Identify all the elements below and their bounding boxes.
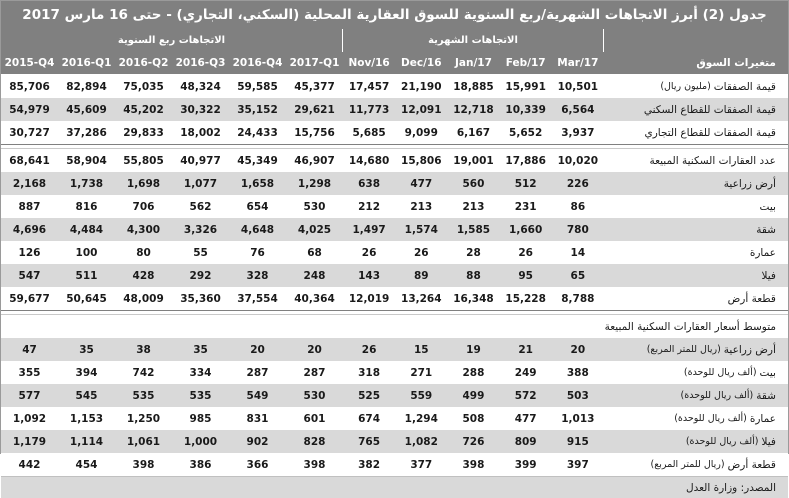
table-cell: 95 <box>518 269 533 282</box>
row-label-unit: (ألف ريال للوحدة) <box>685 436 759 447</box>
table-cell: 30,322 <box>180 103 221 116</box>
table-cell: 287 <box>246 366 269 379</box>
table-cell: 601 <box>303 412 326 425</box>
table-cell: 1,061 <box>126 435 161 448</box>
row-label <box>604 218 788 241</box>
table-cell: 355 <box>18 366 41 379</box>
table-cell: 428 <box>132 269 155 282</box>
table-cell: 45,349 <box>237 154 278 167</box>
table-cell: 1,658 <box>240 177 275 190</box>
column-header-dec-16[interactable]: Dec/16 <box>401 57 442 69</box>
table-cell: 47 <box>22 343 37 356</box>
table-cell: 35,152 <box>237 103 278 116</box>
group-header-blank <box>604 29 788 52</box>
table-cell: 10,020 <box>557 154 599 167</box>
table-cell: 6,167 <box>456 126 491 139</box>
table-cell: 1,497 <box>352 223 386 236</box>
row-label-text: قطعة أرض <box>727 292 776 305</box>
row-label-text: قيمة الصفقات للقطاع السكني <box>643 103 776 116</box>
table-cell: 45,377 <box>294 80 335 93</box>
table-cell: 14 <box>570 246 586 259</box>
table-cell: 334 <box>189 366 212 379</box>
table-cell: 13,264 <box>401 292 442 305</box>
table-cell: 19 <box>466 343 481 356</box>
table-cell: 10,339 <box>505 103 546 116</box>
row-label <box>604 338 788 361</box>
table-row <box>1 264 788 287</box>
table-cell: 86 <box>570 200 586 213</box>
table-title: جدول (2) أبرز الاتجاهات الشهرية/ربع السنوية للسوق العقارية المحلية (السكني، التجاري) - حتى 16 مارس 2017 <box>1 1 788 29</box>
table-cell: 1,092 <box>12 412 47 425</box>
table-cell: 828 <box>303 435 326 448</box>
table-cell: 68,641 <box>9 154 50 167</box>
table-cell: 525 <box>358 389 381 402</box>
row-label-unit: (ألف ريال للوحدة) <box>674 413 747 424</box>
table-cell: 562 <box>189 200 212 213</box>
table-cell: 382 <box>358 458 381 471</box>
table-cell: 499 <box>462 389 485 402</box>
table-cell: 511 <box>75 269 98 282</box>
table-cell: 65 <box>570 269 586 282</box>
table-cell: 85,706 <box>9 80 50 93</box>
row-label-unit: (ألف ريال للوحدة) <box>683 367 757 378</box>
source-footer: المصدر: وزارة العدل <box>1 476 788 498</box>
column-group-header-row <box>1 29 788 52</box>
table-row <box>1 407 788 430</box>
table-cell: 10,501 <box>557 80 599 93</box>
table-row <box>1 172 788 195</box>
table-cell: 1,660 <box>509 223 543 236</box>
row-label-text: فيلا <box>761 269 776 282</box>
table-cell: 397 <box>566 458 589 471</box>
table-cell: 17,886 <box>505 154 546 167</box>
row-label-text: قيمة الصفقات <box>713 80 776 93</box>
table-cell: 12,091 <box>401 103 442 116</box>
table-row <box>1 430 788 453</box>
table-cell: 1,250 <box>126 412 161 425</box>
table-cell: 4,484 <box>69 223 104 236</box>
table-cell: 1,000 <box>183 435 218 448</box>
table-cell: 16,348 <box>453 292 494 305</box>
table-row <box>1 453 788 476</box>
table-cell: 15 <box>413 343 429 356</box>
row-label <box>604 149 788 172</box>
table-cell: 503 <box>566 389 589 402</box>
table-cell: 398 <box>132 458 155 471</box>
table-cell: 231 <box>514 200 537 213</box>
table-cell: 530 <box>303 389 326 402</box>
table-cell: 212 <box>358 200 381 213</box>
table-cell: 68 <box>307 246 322 259</box>
table-cell: 48,324 <box>180 80 221 93</box>
table-cell: 3,326 <box>183 223 218 236</box>
table-cell: 226 <box>566 177 589 190</box>
table-cell: 287 <box>303 366 326 379</box>
column-header-2016-q2[interactable]: 2016-Q2 <box>118 57 169 69</box>
table-cell: 638 <box>358 177 381 190</box>
table-cell: 4,696 <box>12 223 47 236</box>
table-cell: 549 <box>246 389 269 402</box>
table-cell: 37,286 <box>66 126 107 139</box>
table-cell: 816 <box>75 200 98 213</box>
row-label <box>604 75 788 98</box>
table-cell: 28 <box>466 246 481 259</box>
table-cell: 1,298 <box>297 177 332 190</box>
table-cell: 40,364 <box>294 292 335 305</box>
row-label-unit: (ريال للمتر المربع) <box>650 459 725 470</box>
table-cell: 809 <box>514 435 537 448</box>
table-cell: 545 <box>75 389 98 402</box>
table-cell: 512 <box>514 177 537 190</box>
table-cell: 1,738 <box>69 177 104 190</box>
average-prices-section <box>1 338 788 476</box>
column-header-jan-17[interactable]: Jan/17 <box>455 57 492 69</box>
table-cell: 292 <box>189 269 212 282</box>
table-cell: 5,685 <box>352 126 386 139</box>
table-cell: 560 <box>462 177 485 190</box>
table-cell: 15,806 <box>401 154 442 167</box>
table-cell: 58,904 <box>66 154 107 167</box>
table-cell: 366 <box>246 458 269 471</box>
table-cell: 442 <box>18 458 41 471</box>
table-cell: 1,077 <box>183 177 218 190</box>
table-cell: 887 <box>18 200 41 213</box>
table-cell: 100 <box>75 246 98 259</box>
table-row <box>1 218 788 241</box>
table-cell: 59,677 <box>9 292 50 305</box>
table-cell: 88 <box>466 269 481 282</box>
table-cell: 477 <box>410 177 433 190</box>
table-cell: 249 <box>514 366 537 379</box>
table-cell: 45,202 <box>123 103 164 116</box>
table-cell: 1,574 <box>404 223 438 236</box>
table-cell: 55 <box>193 246 208 259</box>
table-cell: 559 <box>410 389 433 402</box>
table-cell: 213 <box>462 200 485 213</box>
table-cell: 765 <box>358 435 381 448</box>
table-cell: 1,114 <box>69 435 104 448</box>
row-label-text: قطعة أرض <box>727 458 776 471</box>
table-cell: 12,019 <box>348 292 390 305</box>
column-header-2017-q1[interactable]: 2017-Q1 <box>289 57 340 69</box>
table-cell: 388 <box>566 366 589 379</box>
table-cell: 572 <box>514 389 537 402</box>
table-cell: 288 <box>462 366 485 379</box>
table-cell: 29,833 <box>123 126 164 139</box>
row-label <box>604 453 788 476</box>
column-header-mar-17[interactable]: Mar/17 <box>557 57 599 69</box>
table-cell: 3,937 <box>561 126 595 139</box>
table-cell: 674 <box>358 412 381 425</box>
table-cell: 1,153 <box>69 412 104 425</box>
row-label-unit: (ألف ريال للوحدة) <box>680 390 754 401</box>
table-cell: 726 <box>462 435 485 448</box>
row-label-text: عمارة <box>749 246 776 259</box>
row-label <box>604 98 788 121</box>
table-row <box>1 75 788 98</box>
table-row <box>1 149 788 172</box>
table-cell: 126 <box>18 246 41 259</box>
table-cell: 26 <box>361 246 377 259</box>
column-header-row <box>1 52 788 75</box>
table-cell: 4,300 <box>126 223 161 236</box>
table-cell: 21 <box>518 343 533 356</box>
row-label-text: أرض زراعية <box>723 177 776 190</box>
group-header-quarterly: الاتجاهات ربع السنوية <box>1 29 343 52</box>
row-label <box>604 430 788 453</box>
table-cell: 76 <box>250 246 265 259</box>
table-cell: 328 <box>246 269 269 282</box>
table-cell: 20 <box>250 343 265 356</box>
table-cell: 8,788 <box>561 292 595 305</box>
table-cell: 386 <box>189 458 212 471</box>
table-cell: 35 <box>193 343 208 356</box>
table-cell: 508 <box>462 412 485 425</box>
table-row <box>1 287 788 310</box>
table-cell: 35 <box>79 343 94 356</box>
table-cell: 80 <box>136 246 151 259</box>
row-label <box>604 361 788 384</box>
row-label <box>604 264 788 287</box>
table-cell: 14,680 <box>348 154 390 167</box>
table-cell: 248 <box>303 269 326 282</box>
table-cell: 902 <box>246 435 269 448</box>
row-label-text: شقة <box>756 223 776 236</box>
table-cell: 213 <box>410 200 433 213</box>
table-row <box>1 384 788 407</box>
table-cell: 143 <box>358 269 381 282</box>
table-cell: 45,609 <box>66 103 107 116</box>
row-label <box>604 195 788 218</box>
table-cell: 398 <box>462 458 485 471</box>
column-header-2016-q3[interactable]: 2016-Q3 <box>175 57 226 69</box>
table-cell: 26 <box>413 246 429 259</box>
row-label-text: عدد العقارات السكنية المبيعة <box>649 154 776 167</box>
row-label <box>604 407 788 430</box>
table-row <box>1 121 788 144</box>
table-cell: 55,805 <box>123 154 164 167</box>
table-cell: 50,645 <box>66 292 107 305</box>
row-label <box>604 384 788 407</box>
group-header-monthly: الاتجاهات الشهرية <box>343 29 604 52</box>
table-row <box>1 338 788 361</box>
table-cell: 742 <box>132 366 155 379</box>
row-label-unit: (مليون ريال) <box>660 81 711 92</box>
table-cell: 12,718 <box>453 103 494 116</box>
table-cell: 21,190 <box>401 80 442 93</box>
column-header-nov-16[interactable]: Nov/16 <box>348 57 390 69</box>
row-label-text: بيت <box>759 366 776 379</box>
table-cell: 46,907 <box>294 154 335 167</box>
table-cell: 20 <box>307 343 322 356</box>
table-cell: 18,002 <box>180 126 221 139</box>
row-label-text: قيمة الصفقات للقطاع التجاري <box>644 126 776 139</box>
row-label-text: عمارة <box>749 412 776 425</box>
table-cell: 4,025 <box>297 223 332 236</box>
table-cell: 11,773 <box>348 103 390 116</box>
table-cell: 89 <box>413 269 429 282</box>
table-cell: 1,179 <box>12 435 47 448</box>
table-cell: 654 <box>246 200 269 213</box>
table-cell: 5,652 <box>509 126 543 139</box>
table-cell: 35,360 <box>180 292 221 305</box>
table-cell: 706 <box>132 200 155 213</box>
properties-sold-count-section <box>1 149 788 310</box>
table-cell: 915 <box>566 435 589 448</box>
table-cell: 48,009 <box>123 292 164 305</box>
table-cell: 780 <box>566 223 589 236</box>
table-cell: 2,168 <box>12 177 47 190</box>
table-cell: 477 <box>514 412 537 425</box>
table-cell: 1,013 <box>561 412 595 425</box>
table-cell: 535 <box>189 389 212 402</box>
table-cell: 1,585 <box>456 223 491 236</box>
table-cell: 17,457 <box>348 80 390 93</box>
table-cell: 19,001 <box>453 154 494 167</box>
table-cell: 454 <box>75 458 98 471</box>
table-cell: 9,099 <box>404 126 438 139</box>
column-header-2016-q4[interactable]: 2016-Q4 <box>232 57 283 69</box>
section-heading-average-prices: متوسط أسعار العقارات السكنية المبيعة <box>1 315 788 338</box>
table-cell: 82,894 <box>66 80 107 93</box>
column-header-feb-17[interactable]: Feb/17 <box>505 57 546 69</box>
table-cell: 530 <box>303 200 326 213</box>
table-cell: 38 <box>136 343 151 356</box>
table-cell: 37,554 <box>237 292 278 305</box>
table-cell: 20 <box>570 343 586 356</box>
table-cell: 29,621 <box>294 103 335 116</box>
row-label-text: شقة <box>756 389 776 402</box>
table-cell: 985 <box>189 412 212 425</box>
row-label-unit: (ريال للمتر المربع) <box>646 344 721 355</box>
table-cell: 535 <box>132 389 155 402</box>
table-cell: 1,698 <box>126 177 161 190</box>
table-cell: 831 <box>246 412 269 425</box>
table-cell: 24,433 <box>237 126 278 139</box>
table-cell: 394 <box>75 366 98 379</box>
row-label <box>604 287 788 310</box>
table-cell: 318 <box>358 366 381 379</box>
table-row <box>1 195 788 218</box>
row-label-text: بيت <box>759 200 776 213</box>
column-header-2016-q1[interactable]: 2016-Q1 <box>61 57 112 69</box>
table-cell: 18,885 <box>453 80 494 93</box>
row-label <box>604 241 788 264</box>
table-cell: 4,648 <box>240 223 275 236</box>
table-cell: 398 <box>303 458 326 471</box>
table-cell: 40,977 <box>180 154 221 167</box>
table-cell: 59,585 <box>237 80 278 93</box>
table-cell: 30,727 <box>9 126 50 139</box>
row-label-text: فيلا <box>761 435 776 448</box>
table-cell: 1,294 <box>404 412 438 425</box>
table-cell: 577 <box>18 389 41 402</box>
row-label <box>604 172 788 195</box>
table-cell: 26 <box>518 246 533 259</box>
row-label-text: أرض زراعية <box>723 343 776 356</box>
column-header-market-variables: متغيرات السوق <box>696 57 776 69</box>
table-row <box>1 361 788 384</box>
table-cell: 15,991 <box>505 80 546 93</box>
table-cell: 6,564 <box>561 103 595 116</box>
table-cell: 399 <box>514 458 537 471</box>
table-cell: 75,035 <box>123 80 164 93</box>
table-cell: 271 <box>410 366 433 379</box>
column-header-2015-q4[interactable]: 2015-Q4 <box>4 57 55 69</box>
table-row <box>1 98 788 121</box>
row-label <box>604 121 788 144</box>
table-cell: 26 <box>361 343 377 356</box>
table-cell: 377 <box>410 458 433 471</box>
table-cell: 54,979 <box>9 103 50 116</box>
table-cell: 15,228 <box>505 292 546 305</box>
table-cell: 1,082 <box>404 435 438 448</box>
table-cell: 15,756 <box>294 126 335 139</box>
table-row <box>1 241 788 264</box>
transaction-value-section <box>1 75 788 144</box>
table-cell: 547 <box>18 269 41 282</box>
